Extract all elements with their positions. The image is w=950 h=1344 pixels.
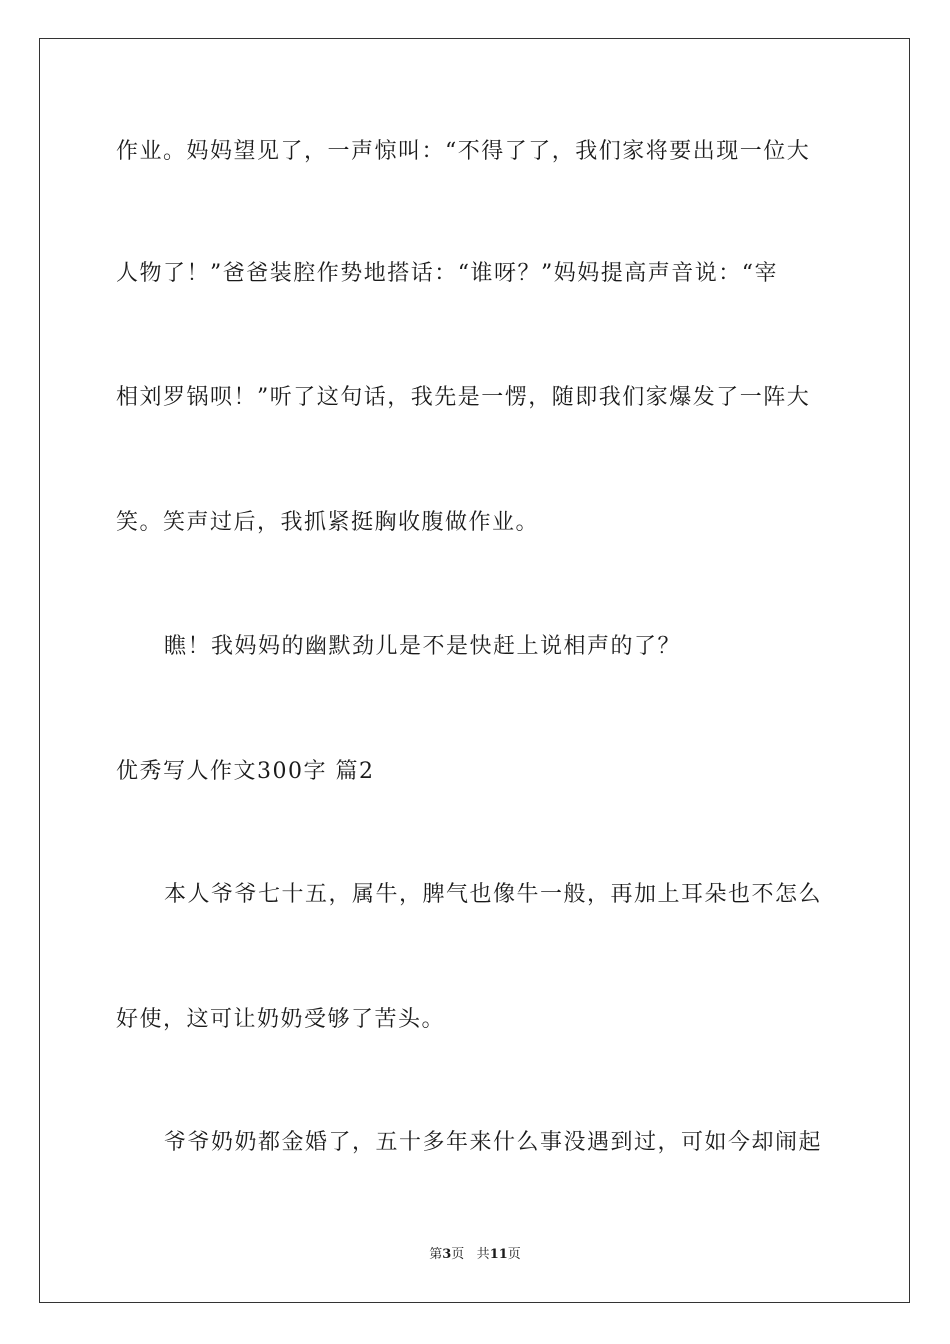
body-text-line: 人物了！”爸爸装腔作势地搭话：“谁呀？”妈妈提高声音说：“宰 <box>116 261 778 286</box>
total-pages: 11 <box>489 1247 508 1262</box>
body-text-line: 相刘罗锅呗！”听了这句话，我先是一愣，随即我们家爆发了一阵大 <box>116 385 811 410</box>
body-text-line: 笑。笑声过后，我抓紧挺胸收腹做作业。 <box>116 510 540 535</box>
page-number: 3 <box>442 1247 452 1262</box>
page-border <box>39 38 910 1303</box>
page-prefix: 第 <box>429 1247 443 1262</box>
total-suffix: 页 <box>507 1247 521 1262</box>
body-text-line: 瞧！我妈妈的幽默劲儿是不是快赶上说相声的了？ <box>164 634 682 659</box>
page-footer <box>0 1246 950 1264</box>
section-heading: 优秀写人作文300字 篇2 <box>116 759 375 784</box>
body-text-line: 爷爷奶奶都金婚了，五十多年来什么事没遇到过，可如今却闹起 <box>164 1130 823 1155</box>
body-text-line: 作业。妈妈望见了，一声惊叫：“不得了了，我们家将要出现一位大 <box>116 139 811 164</box>
page-suffix: 页 <box>451 1247 465 1262</box>
body-text-line: 好使，这可让奶奶受够了苦头。 <box>116 1007 446 1032</box>
body-text-line: 本人爷爷七十五，属牛，脾气也像牛一般，再加上耳朵也不怎么 <box>164 882 823 907</box>
total-prefix: 共 <box>476 1247 490 1262</box>
